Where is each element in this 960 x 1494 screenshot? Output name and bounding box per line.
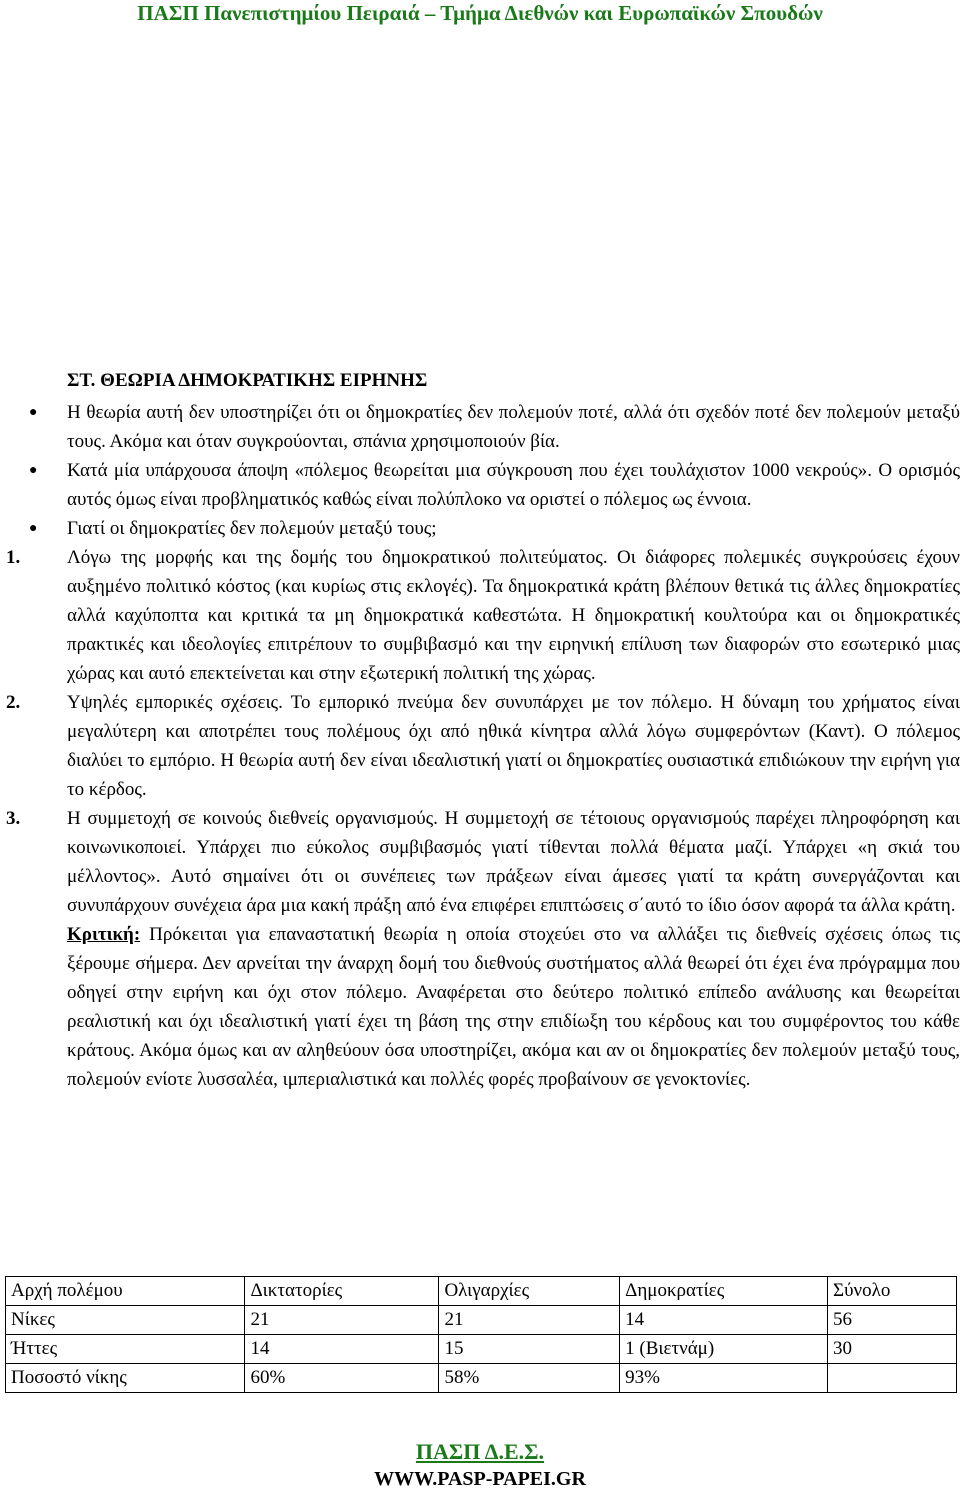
table-cell: [828, 1364, 957, 1393]
bullet-text: Γιατί οι δημοκρατίες δεν πολεμούν μεταξύ τους;: [67, 518, 437, 539]
critique-label: Κριτική:: [67, 924, 141, 945]
page-header: ΠΑΣΠ Πανεπιστημίου Πειραιά – Τμήμα Διεθνών και Ευρωπαϊκών Σπουδών: [137, 1, 823, 25]
table-cell: 93%: [620, 1364, 828, 1393]
bullet-icon: ●: [29, 405, 38, 420]
main-content: [6, 398, 960, 1094]
page-footer: [0, 1438, 960, 1492]
bullet-text: Κατά μία υπάρχουσα άποψη «πόλεμος θεωρείται μια σύγκρουση που έχει τουλάχιστον 1000 νεκρούς». Ο ορισμός αυτός όμως είναι προβληματικός καθώς είναι πολύπλοκο να οριστεί ο πόλεμος ως έννοια.: [67, 460, 960, 510]
table-header-cell: Σύνολο: [828, 1277, 957, 1306]
bullet-item: [29, 514, 960, 543]
item-text: Λόγω της μορφής και της δομής του δημοκρατικού πολιτεύματος. Οι διάφορες πολεμικές συγκρούσεις έχουν αυξημένο πολιτικό κόστος (και κυρίως στις εκλογές). Τα δημοκρατικά κράτη βλέπουν θετικά τις άλλες δημοκρατίες αλλά καχύποπτα και κριτικά τα μη δημοκρατικά καθεστώτα. Η δημοκρατική κουλτούρα και οι δημοκρατικές πρακτικές και ιδεολογίες επιτρέπουν το συμβιβασμό και την ειρηνική επίλυση των διαφορών στο εσωτερικό μιας χώρας και αυτό επεκτείνεται και στην εξωτερική πολιτική της χώρας.: [67, 547, 960, 684]
table-cell: 14: [245, 1335, 439, 1364]
footer-org: ΠΑΣΠ Δ.Ε.Σ.: [415, 1439, 545, 1464]
critique-paragraph: [67, 920, 960, 1094]
table-cell: 58%: [439, 1364, 620, 1393]
numbered-item: [6, 804, 960, 920]
item-number: 2.: [6, 692, 21, 713]
item-text: Η συμμετοχή σε κοινούς διεθνείς οργανισμούς. Η συμμετοχή σε τέτοιους οργανισμούς παρέχει πληροφόρηση και κοινωνικοποιεί. Υπάρχει πιο εύκολος συμβιβασμός γιατί τίθενται πολλά θέματα μαζί. Υπάρχει «η σκιά του μέλλοντος». Αυτό σημαίνει ότι οι συνέπειες των πράξεων είναι άμεσες γιατί τα κράτη συνεργάζονται και συνυπάρχουν συνέχεια άρα μια κακή πράξη από ένα επιφέρει επιπτώσεις σ΄αυτό το ίδιο όσον αφορά τα άλλα κράτη.: [67, 808, 960, 916]
table-cell: Ποσοστό νίκης: [6, 1364, 245, 1393]
war-results-table: [5, 1276, 957, 1393]
table-header-cell: Δικτατορίες: [245, 1277, 439, 1306]
table-row: [6, 1364, 957, 1393]
table-cell: 14: [620, 1306, 828, 1335]
table-cell: Ήττες: [6, 1335, 245, 1364]
item-number: 1.: [6, 547, 21, 568]
item-number: 3.: [6, 808, 21, 829]
section-title: ΣΤ. ΘΕΩΡΙΑ ΔΗΜΟΚΡΑΤΙΚΗΣ ΕΙΡΗΝΗΣ: [67, 370, 428, 391]
table-cell: 30: [828, 1335, 957, 1364]
bullet-icon: ●: [29, 463, 38, 478]
table-header-cell: Δημοκρατίες: [620, 1277, 828, 1306]
table-header-cell: Αρχή πολέμου: [6, 1277, 245, 1306]
bullet-icon: ●: [29, 521, 38, 536]
table-row: [6, 1306, 957, 1335]
numbered-item: [6, 543, 960, 688]
footer-website: WWW.PASP-PAPEI.GR: [374, 1468, 586, 1490]
bullet-item: [29, 398, 960, 456]
table-header-cell: Ολιγαρχίες: [439, 1277, 620, 1306]
table-header-row: [6, 1277, 957, 1306]
table-cell: 56: [828, 1306, 957, 1335]
bullet-text: Η θεωρία αυτή δεν υποστηρίζει ότι οι δημοκρατίες δεν πολεμούν ποτέ, αλλά ότι σχεδόν ποτέ δεν πολεμούν μεταξύ τους. Ακόμα και όταν συγκρούονται, σπάνια χρησιμοποιούν βία.: [67, 402, 960, 452]
bullet-item: [29, 456, 960, 514]
table-cell: 1 (Βιετνάμ): [620, 1335, 828, 1364]
item-text: Υψηλές εμπορικές σχέσεις. Το εμπορικό πνεύμα δεν συνυπάρχει με τον πόλεμο. Η δύναμη του χρήματος είναι μεγαλύτερη και αποτρέπει τους πολέμους όχι από ηθικά κίνητρα αλλά λόγω συμφερόντων (Καντ). Ο πόλεμος διαλύει το εμπόριο. Η θεωρία αυτή δεν είναι ιδεαλιστική γιατί οι δημοκρατίες ουσιαστικά επιδιώκουν την ειρήνη για το κέρδος.: [67, 692, 960, 800]
table-cell: 21: [245, 1306, 439, 1335]
table-row: [6, 1335, 957, 1364]
table-cell: 15: [439, 1335, 620, 1364]
table-cell: Νίκες: [6, 1306, 245, 1335]
table-cell: 60%: [245, 1364, 439, 1393]
critique-text: Πρόκειται για επαναστατική θεωρία η οποία στοχεύει στο να αλλάξει τις διεθνείς σχέσεις όπως τις ξέρουμε σήμερα. Δεν αρνείται την άναρχη δομή του διεθνούς συστήματος αλλά θεωρεί ότι έχει ένα πρόγραμμα που οδηγεί στην ειρήνη και όχι στον πόλεμο. Αναφέρεται στο δεύτερο πολιτικό επίπεδο ανάλυσης και θεωρείται ρεαλιστική και όχι ιδεαλιστική γιατί έχει τη βάση της στην επιδίωξη του κέρδους και του συμφέροντος του κάθε κράτους. Ακόμα όμως και αν αληθεύουν όσα υποστηρίζει, ακόμα και αν οι δημοκρατίες δεν πολεμούν μεταξύ τους, πολεμούν ενίοτε λυσσαλέα, ιμπεριαλιστικά και πολλές φορές προβαίνουν σε γενοκτονίες.: [67, 924, 960, 1090]
numbered-item: [6, 688, 960, 804]
table-cell: 21: [439, 1306, 620, 1335]
